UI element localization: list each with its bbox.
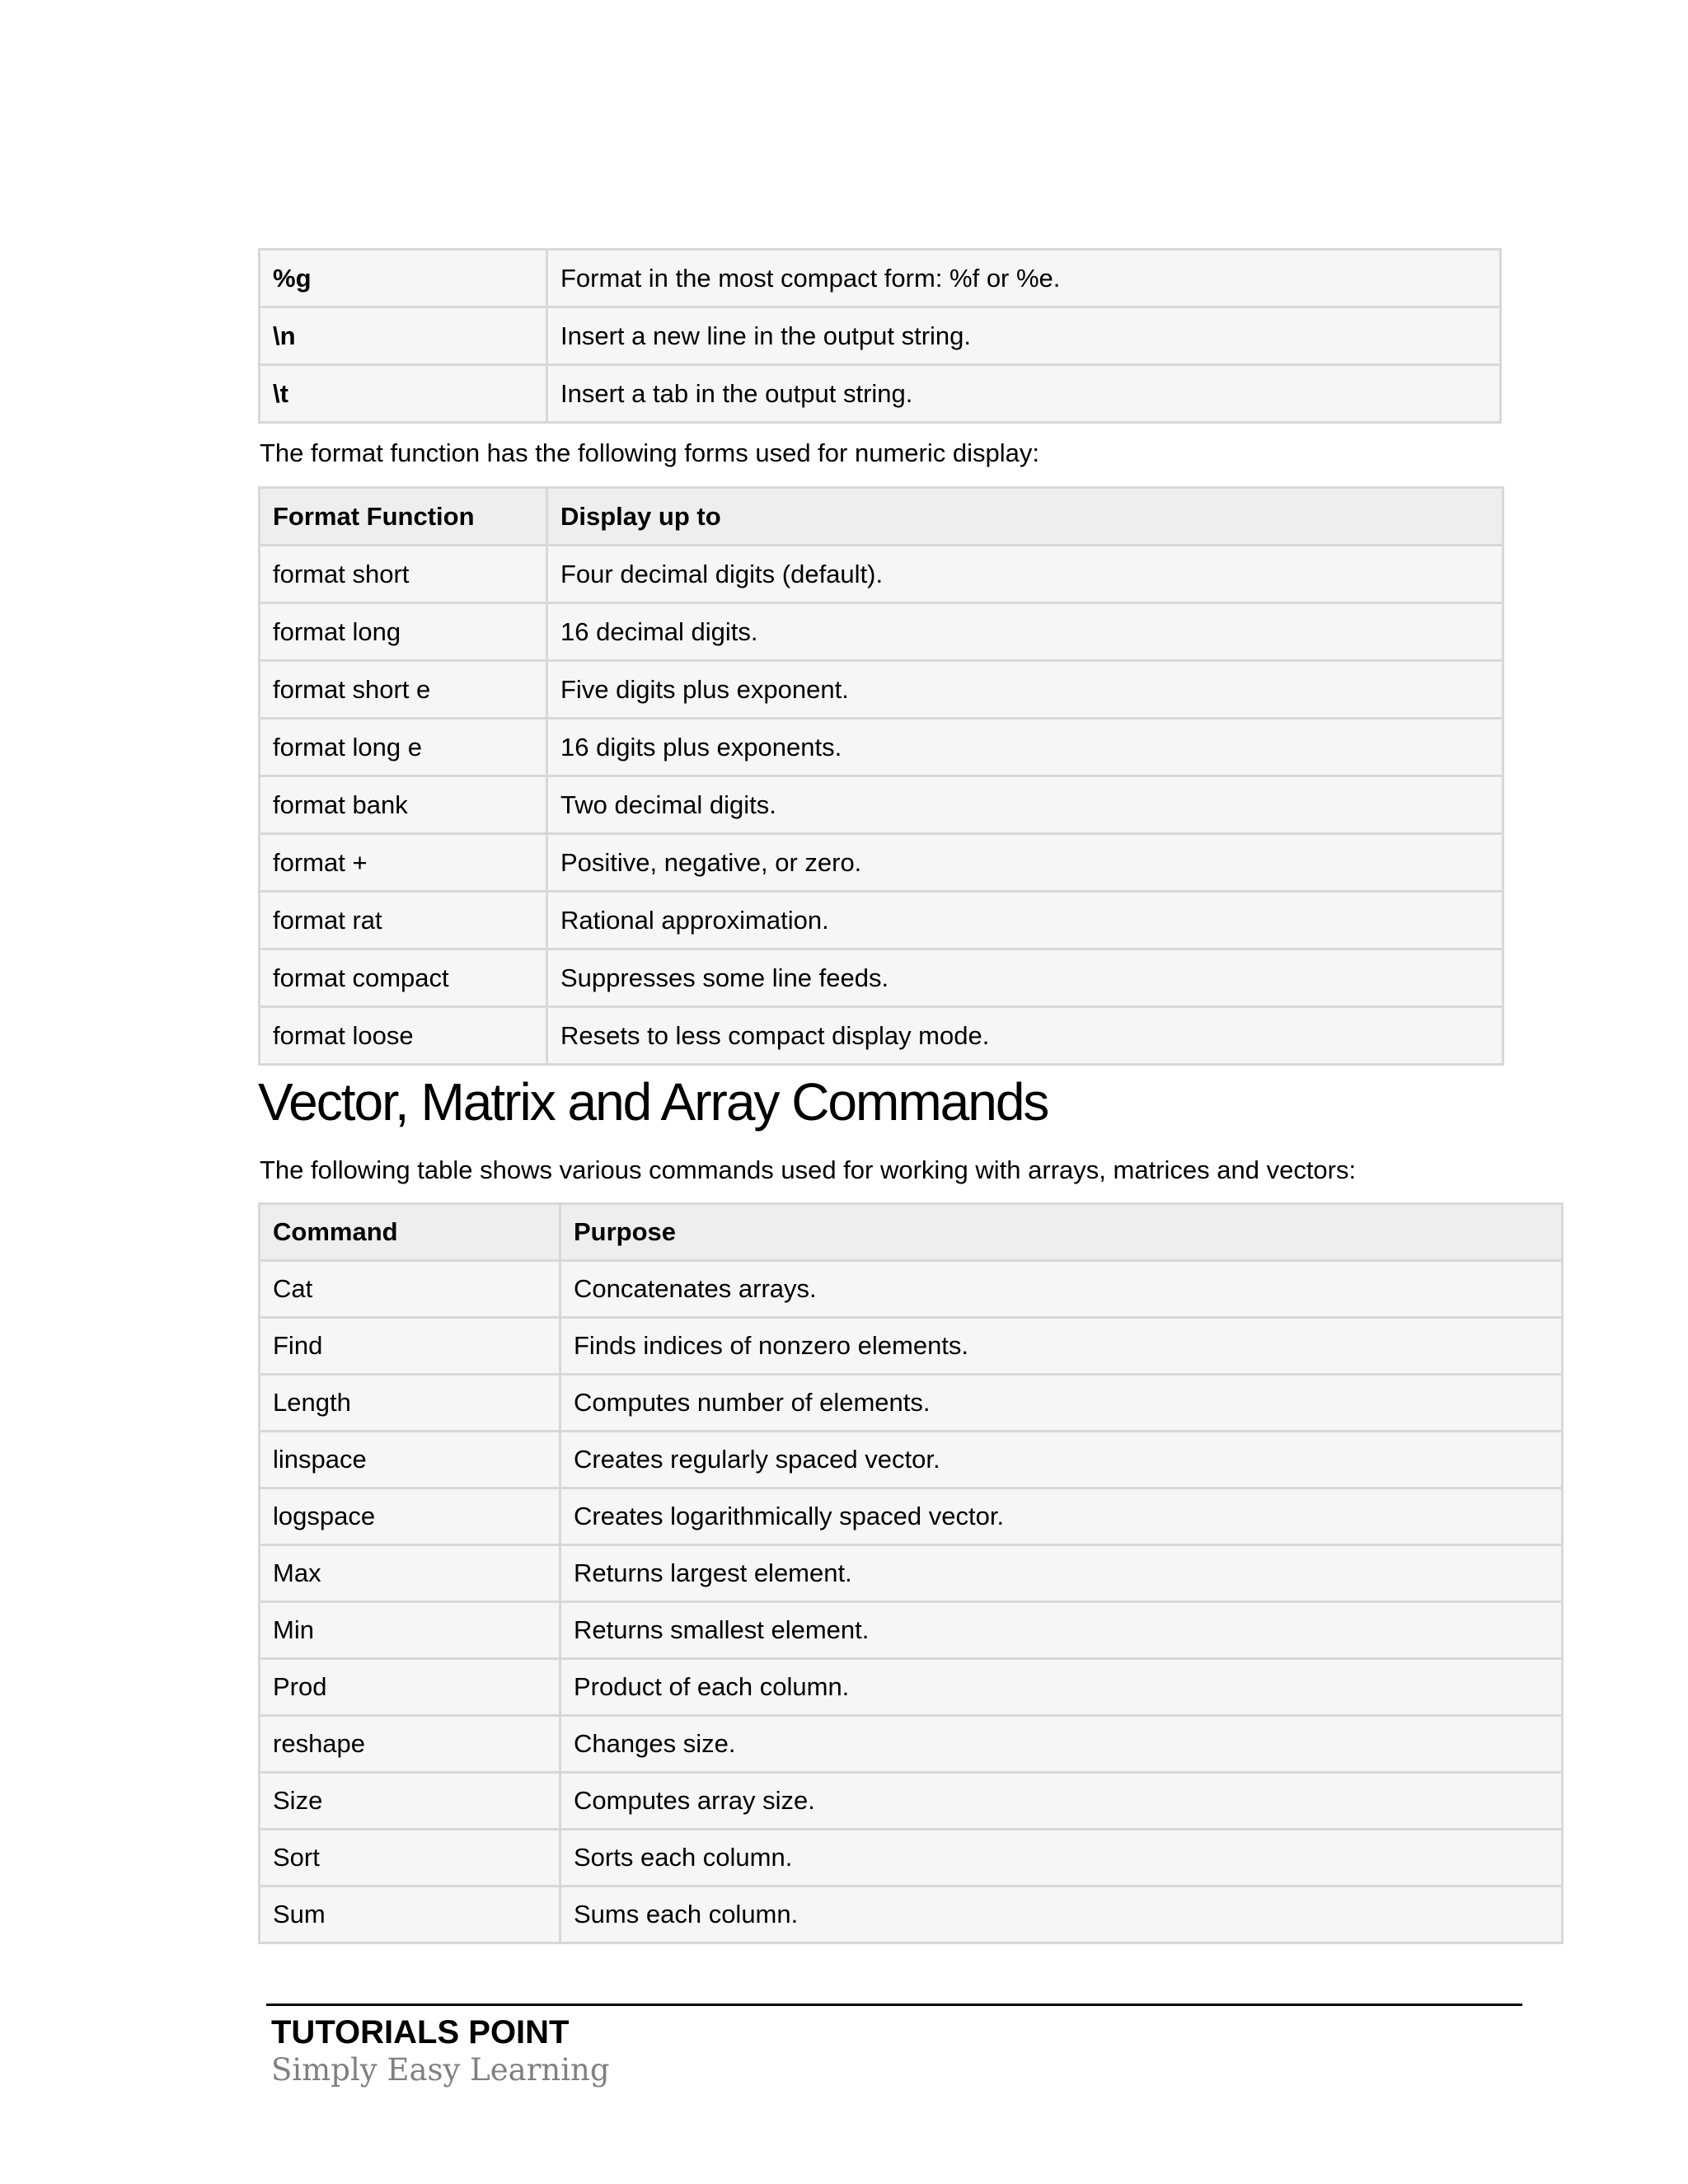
table-row bbox=[260, 546, 1503, 603]
command-cell: Find bbox=[260, 1318, 560, 1375]
array-commands-table bbox=[258, 1202, 1564, 1944]
column-header-display-up-to: Display up to bbox=[547, 488, 1503, 546]
table-row bbox=[260, 1830, 1563, 1886]
purpose-cell: Returns largest element. bbox=[560, 1545, 1563, 1602]
column-header-format-function: Format Function bbox=[260, 488, 547, 546]
table-header-row bbox=[260, 488, 1503, 546]
format-intro-paragraph: The format function has the following forms used for numeric display: bbox=[260, 438, 1039, 467]
table-row bbox=[260, 834, 1503, 892]
command-cell: Length bbox=[260, 1375, 560, 1432]
display-up-to-cell: Two decimal digits. bbox=[547, 776, 1503, 834]
format-function-table bbox=[258, 486, 1504, 1066]
section-heading: Vector, Matrix and Array Commands bbox=[258, 1072, 1048, 1132]
escape-desc-cell: Format in the most compact form: %f or %e. bbox=[547, 250, 1501, 307]
format-function-cell: format + bbox=[260, 834, 547, 892]
purpose-cell: Creates regularly spaced vector. bbox=[560, 1432, 1563, 1488]
escape-code-cell: \t bbox=[260, 365, 547, 423]
footer-divider bbox=[266, 2004, 1522, 2006]
command-cell: Min bbox=[260, 1602, 560, 1659]
display-up-to-cell: Rational approximation. bbox=[547, 892, 1503, 949]
purpose-cell: Computes array size. bbox=[560, 1773, 1563, 1830]
command-cell: reshape bbox=[260, 1716, 560, 1773]
purpose-cell: Computes number of elements. bbox=[560, 1375, 1563, 1432]
display-up-to-cell: Suppresses some line feeds. bbox=[547, 949, 1503, 1007]
command-cell: Prod bbox=[260, 1659, 560, 1716]
command-cell: Max bbox=[260, 1545, 560, 1602]
display-up-to-cell: Four decimal digits (default). bbox=[547, 546, 1503, 603]
table-row bbox=[260, 603, 1503, 661]
format-function-cell: format long e bbox=[260, 719, 547, 776]
format-function-cell: format rat bbox=[260, 892, 547, 949]
purpose-cell: Concatenates arrays. bbox=[560, 1261, 1563, 1318]
purpose-cell: Product of each column. bbox=[560, 1659, 1563, 1716]
table-row bbox=[260, 1886, 1563, 1943]
command-cell: Cat bbox=[260, 1261, 560, 1318]
table-row bbox=[260, 661, 1503, 719]
table-row bbox=[260, 1432, 1563, 1488]
table-row bbox=[260, 1602, 1563, 1659]
escape-desc-cell: Insert a new line in the output string. bbox=[547, 307, 1501, 365]
purpose-cell: Changes size. bbox=[560, 1716, 1563, 1773]
table-row bbox=[260, 1488, 1563, 1545]
format-function-cell: format short bbox=[260, 546, 547, 603]
table-row bbox=[260, 776, 1503, 834]
display-up-to-cell: 16 digits plus exponents. bbox=[547, 719, 1503, 776]
format-function-cell: format compact bbox=[260, 949, 547, 1007]
footer-tagline: Simply Easy Learning bbox=[271, 2052, 610, 2088]
table-row bbox=[260, 1318, 1563, 1375]
escape-desc-cell: Insert a tab in the output string. bbox=[547, 365, 1501, 423]
commands-intro-paragraph: The following table shows various commands used for working with arrays, matrices and vectors: bbox=[260, 1155, 1357, 1184]
table-row bbox=[260, 1375, 1563, 1432]
purpose-cell: Sums each column. bbox=[560, 1886, 1563, 1943]
command-cell: Sum bbox=[260, 1886, 560, 1943]
purpose-cell: Returns smallest element. bbox=[560, 1602, 1563, 1659]
escape-code-cell: \n bbox=[260, 307, 547, 365]
table-row bbox=[260, 1716, 1563, 1773]
format-function-cell: format long bbox=[260, 603, 547, 661]
purpose-cell: Creates logarithmically spaced vector. bbox=[560, 1488, 1563, 1545]
display-up-to-cell: Five digits plus exponent. bbox=[547, 661, 1503, 719]
table-row bbox=[260, 949, 1503, 1007]
table-row bbox=[260, 1261, 1563, 1318]
table-row bbox=[260, 250, 1501, 307]
command-cell: Size bbox=[260, 1773, 560, 1830]
command-cell: Sort bbox=[260, 1830, 560, 1886]
table-row bbox=[260, 365, 1501, 423]
table-row bbox=[260, 1545, 1563, 1602]
display-up-to-cell: Positive, negative, or zero. bbox=[547, 834, 1503, 892]
column-header-purpose: Purpose bbox=[560, 1204, 1563, 1261]
escape-sequence-table bbox=[258, 248, 1502, 424]
format-function-cell: format short e bbox=[260, 661, 547, 719]
column-header-command: Command bbox=[260, 1204, 560, 1261]
format-function-cell: format loose bbox=[260, 1007, 547, 1065]
purpose-cell: Sorts each column. bbox=[560, 1830, 1563, 1886]
display-up-to-cell: 16 decimal digits. bbox=[547, 603, 1503, 661]
table-row bbox=[260, 307, 1501, 365]
display-up-to-cell: Resets to less compact display mode. bbox=[547, 1007, 1503, 1065]
format-function-cell: format bank bbox=[260, 776, 547, 834]
footer-brand: TUTORIALS POINT bbox=[271, 2014, 570, 2050]
purpose-cell: Finds indices of nonzero elements. bbox=[560, 1318, 1563, 1375]
table-header-row bbox=[260, 1204, 1563, 1261]
table-row bbox=[260, 1659, 1563, 1716]
table-row bbox=[260, 892, 1503, 949]
command-cell: logspace bbox=[260, 1488, 560, 1545]
table-row bbox=[260, 1773, 1563, 1830]
escape-code-cell: %g bbox=[260, 250, 547, 307]
table-row bbox=[260, 1007, 1503, 1065]
command-cell: linspace bbox=[260, 1432, 560, 1488]
table-row bbox=[260, 719, 1503, 776]
